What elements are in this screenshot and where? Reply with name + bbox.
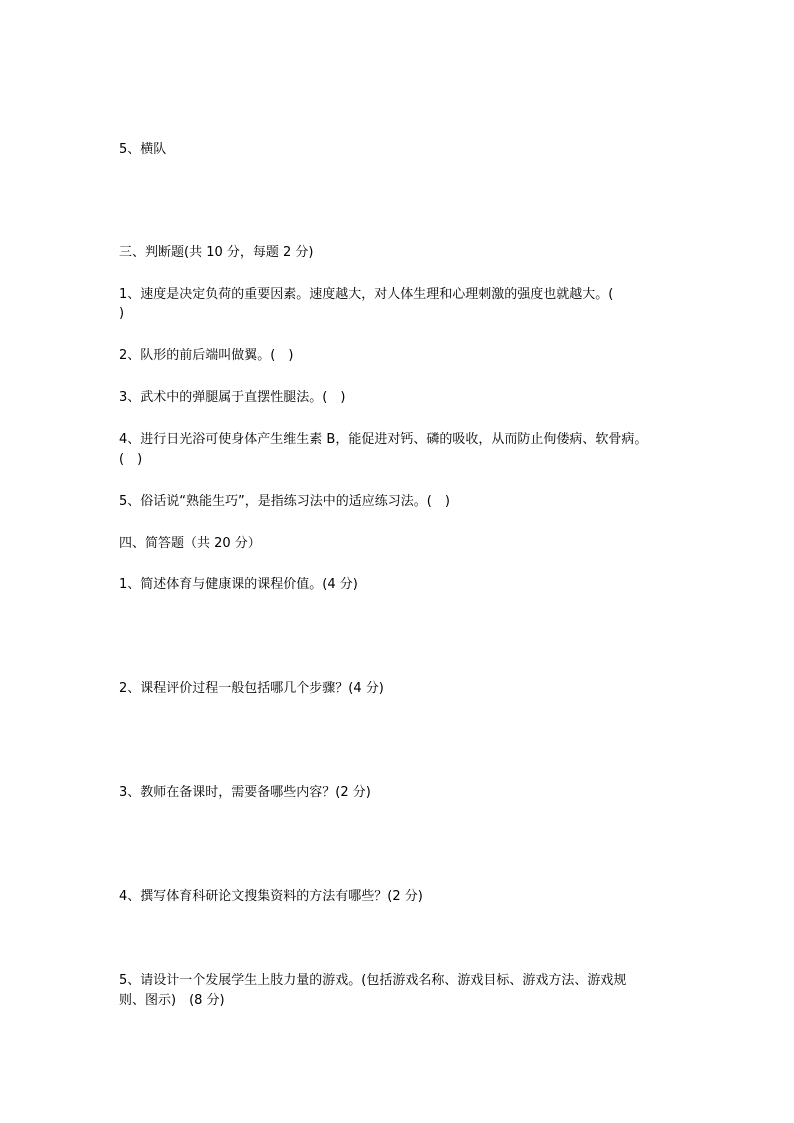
question-text: ) xyxy=(119,306,125,321)
question-text: 2、队形的前后端叫做翼。( ) xyxy=(119,348,294,363)
question-text: 则、图示) (8 分) xyxy=(119,993,225,1008)
section-heading: 三、判断题(共 10 分，每题 2 分) xyxy=(119,245,314,260)
question-text: 1、速度是决定负荷的重要因素。速度越大，对人体生理和心理刺激的强度也就越大。( xyxy=(119,287,614,302)
question-text: 5、俗话说“熟能生巧”，是指练习法中的适应练习法。( ) xyxy=(119,494,450,509)
question-text: 5、横队 xyxy=(119,142,167,157)
question-text: 2、课程评价过程一般包括哪几个步骤？(4 分) xyxy=(119,681,384,696)
question-text: 5、请设计一个发展学生上肢力量的游戏。(包括游戏名称、游戏目标、游戏方法、游戏规 xyxy=(119,973,627,988)
question-text: ( ) xyxy=(119,452,143,467)
question-text: 4、撰写体育科研论文搜集资料的方法有哪些？(2 分) xyxy=(119,889,423,904)
section-heading: 四、简答题（共 20 分） xyxy=(119,536,261,551)
question-text: 1、简述体育与健康课的课程价值。(4 分) xyxy=(119,577,358,592)
question-text: 3、武术中的弹腿属于直摆性腿法。( ) xyxy=(119,390,346,405)
question-text: 4、进行日光浴可使身体产生维生素 B，能促进对钙、磷的吸收，从而防止佝偻病、软骨病。 xyxy=(119,432,648,447)
question-text: 3、教师在备课时，需要备哪些内容？(2 分) xyxy=(119,785,371,800)
